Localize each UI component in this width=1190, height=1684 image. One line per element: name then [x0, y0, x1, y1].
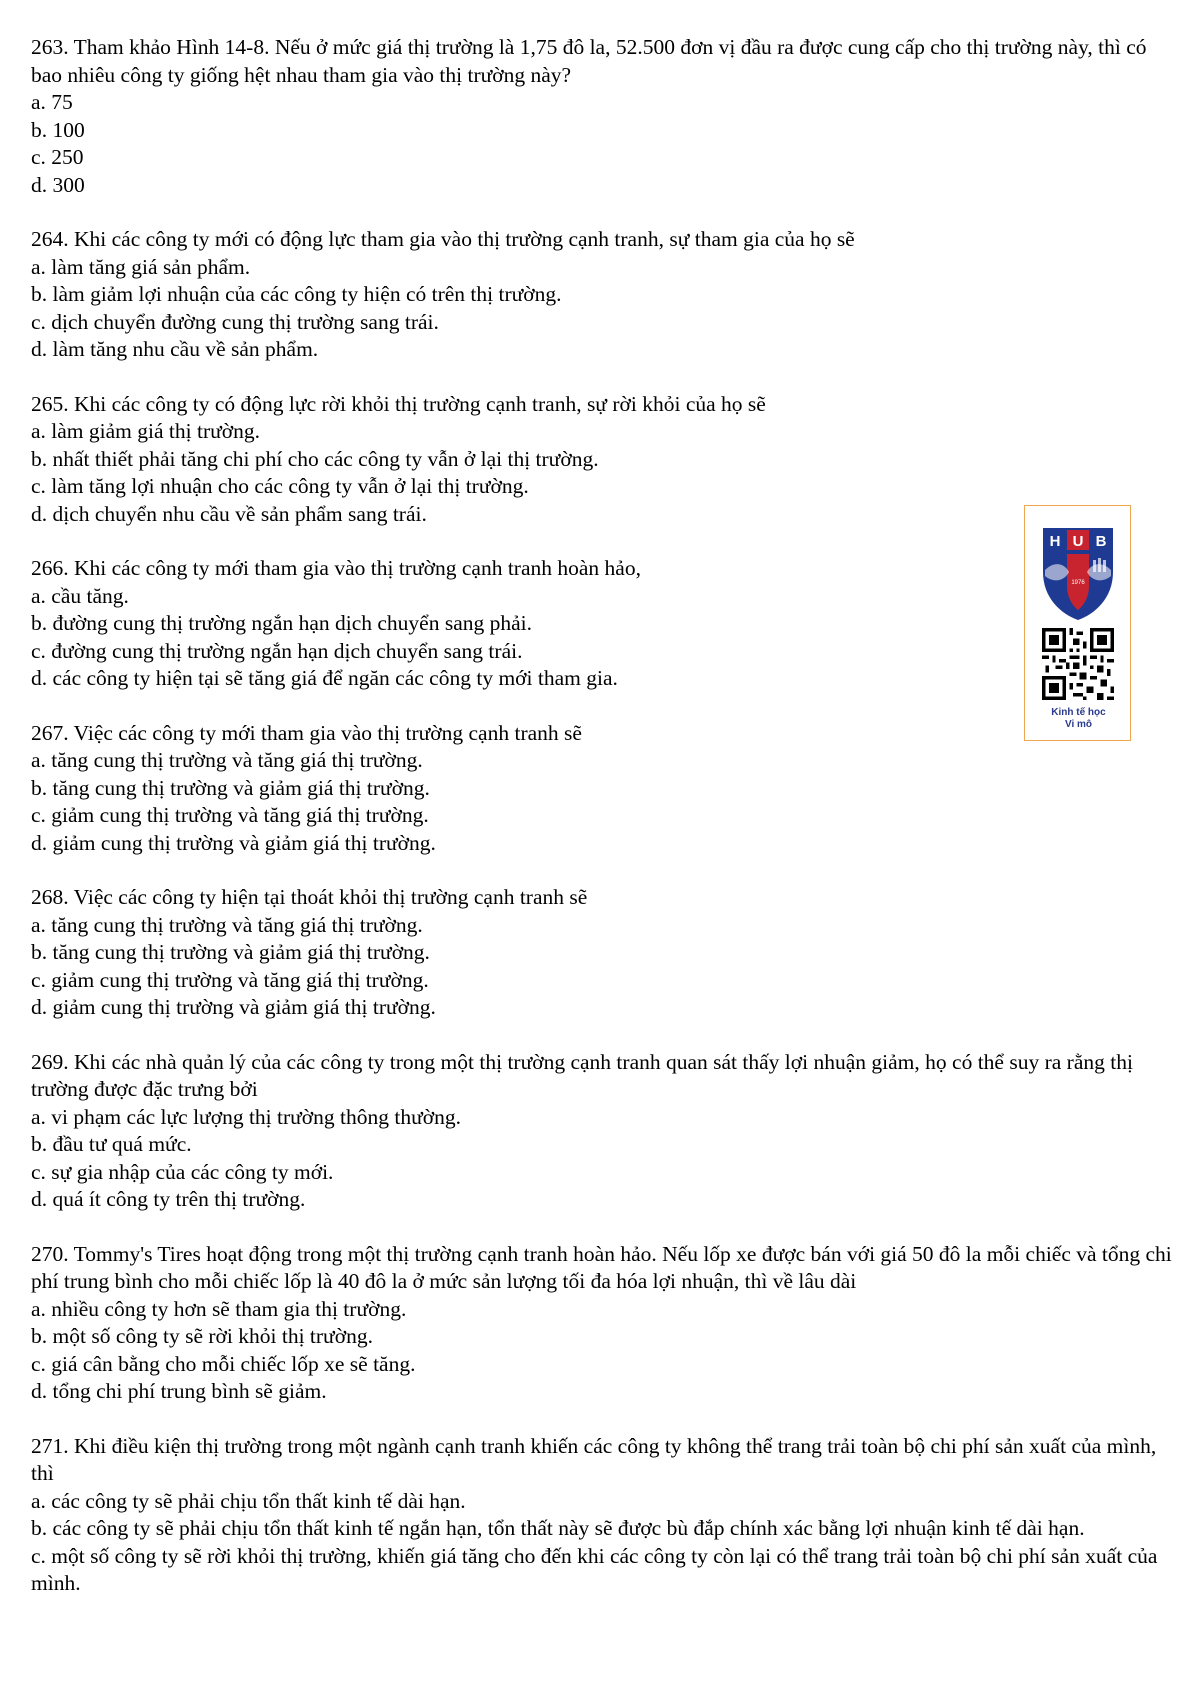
- question-268: [31, 884, 1181, 1022]
- question-264: [31, 226, 1181, 364]
- option-a: a. nhiều công ty hơn sẽ tham gia thị trường.: [31, 1296, 407, 1321]
- question-text: 267. Việc các công ty mới tham gia vào thị trường cạnh tranh sẽ: [31, 720, 582, 745]
- logo-letter-u: U: [1072, 533, 1084, 550]
- question-text: 270. Tommy's Tires hoạt động trong một thị trường cạnh tranh hoàn hảo. Nếu lốp xe được bán với giá 50 đô la mỗi chiếc và tổng chi phí trung bình cho mỗi chiếc lốp là 40 đô la ở mức sản lượng tối đa hóa lợi nhuận, thì về lâu dài: [31, 1241, 1172, 1293]
- option-a: a. cầu tăng.: [31, 583, 129, 608]
- question-269: [31, 1049, 1181, 1214]
- option-b: b. đường cung thị trường ngắn hạn dịch chuyển sang phải.: [31, 611, 533, 635]
- option-a: a. làm tăng giá sản phẩm.: [31, 254, 251, 279]
- option-d: d. giảm cung thị trường và giảm giá thị trường.: [31, 830, 436, 855]
- option-a: a. tăng cung thị trường và tăng giá thị trường.: [31, 748, 423, 772]
- option-c: c. giảm cung thị trường và tăng giá thị trường.: [31, 967, 429, 992]
- option-a: a. các công ty sẽ phải chịu tổn thất kinh tế dài hạn.: [31, 1488, 466, 1513]
- badge-label-subfield: Vi mô: [1064, 719, 1093, 730]
- option-b: b. nhất thiết phải tăng chi phí cho các công ty vẫn ở lại thị trường.: [31, 446, 599, 471]
- option-c: c. giảm cung thị trường và tăng giá thị trường.: [31, 803, 429, 827]
- question-267: [31, 720, 1181, 858]
- option-c: c. giá cân bằng cho mỗi chiếc lốp xe sẽ tăng.: [31, 1351, 416, 1376]
- question-270: [31, 1241, 1181, 1406]
- question-263: [31, 34, 1181, 199]
- option-d: d. các công ty hiện tại sẽ tăng giá để ngăn các công ty mới tham gia.: [31, 666, 618, 690]
- hub-shield-logo: [1041, 526, 1115, 622]
- document-page: [31, 34, 1181, 1625]
- option-b: b. các công ty sẽ phải chịu tổn thất kinh tế ngắn hạn, tổn thất này sẽ được bù đắp chính xác bằng lợi nhuận kinh tế dài hạn.: [31, 1516, 1085, 1540]
- question-text: 266. Khi các công ty mới tham gia vào thị trường cạnh tranh hoàn hảo,: [31, 556, 641, 580]
- option-d: d. giảm cung thị trường và giảm giá thị trường.: [31, 995, 436, 1019]
- question-271: [31, 1433, 1181, 1598]
- question-text: 268. Việc các công ty hiện tại thoát khỏi thị trường cạnh tranh sẽ: [31, 885, 588, 909]
- option-b: b. một số công ty sẽ rời khỏi thị trường.: [31, 1324, 373, 1348]
- option-d: d. dịch chuyển nhu cầu về sản phẩm sang trái.: [31, 501, 427, 526]
- qr-code-icon: [1042, 628, 1114, 700]
- option-c: c. làm tăng lợi nhuận cho các công ty vẫn ở lại thị trường.: [31, 474, 529, 498]
- logo-letter-h: H: [1049, 533, 1061, 550]
- option-d: d. 300: [31, 172, 85, 197]
- question-266: [31, 555, 1181, 693]
- badge-label-subject: Kinh tế học: [1051, 707, 1106, 718]
- question-text: 265. Khi các công ty có động lực rời khỏi thị trường cạnh tranh, sự rời khỏi của họ sẽ: [31, 391, 766, 416]
- option-b: b. 100: [31, 117, 85, 142]
- option-d: d. tổng chi phí trung bình sẽ giảm.: [31, 1379, 327, 1403]
- option-c: c. đường cung thị trường ngắn hạn dịch chuyển sang trái.: [31, 638, 523, 663]
- option-a: a. vi phạm các lực lượng thị trường thông thường.: [31, 1104, 462, 1129]
- option-c: c. một số công ty sẽ rời khỏi thị trường, khiến giá tăng cho đến khi các công ty còn lại có thể trang trải toàn bộ chi phí sản xuất của mình.: [31, 1543, 1158, 1595]
- question-text: 263. Tham khảo Hình 14-8. Nếu ở mức giá thị trường là 1,75 đô la, 52.500 đơn vị đầu ra được cung cấp cho thị trường này, thì có bao nhiêu công ty giống hệt nhau tham gia vào thị trường này?: [31, 35, 1147, 87]
- question-text: 271. Khi điều kiện thị trường trong một ngành cạnh tranh khiến các công ty không thể trang trải toàn bộ chi phí sản xuất của mình, thì: [31, 1433, 1157, 1485]
- option-d: d. quá ít công ty trên thị trường.: [31, 1187, 306, 1211]
- question-text: 269. Khi các nhà quản lý của các công ty trong một thị trường cạnh tranh quan sát thấy lợi nhuận giảm, họ có thể suy ra rằng thị trường được đặc trưng bởi: [31, 1049, 1133, 1101]
- option-d: d. làm tăng nhu cầu về sản phẩm.: [31, 337, 319, 361]
- option-c: c. sự gia nhập của các công ty mới.: [31, 1159, 334, 1184]
- logo-year: 1976: [1071, 580, 1085, 586]
- logo-letter-b: B: [1095, 533, 1107, 550]
- question-265: [31, 391, 1181, 529]
- option-c: c. 250: [31, 145, 84, 169]
- option-a: a. làm giảm giá thị trường.: [31, 419, 261, 443]
- option-c: c. dịch chuyển đường cung thị trường sang trái.: [31, 309, 439, 334]
- question-text: 264. Khi các công ty mới có động lực tham gia vào thị trường cạnh tranh, sự tham gia của họ sẽ: [31, 227, 855, 251]
- option-b: b. làm giảm lợi nhuận của các công ty hiện có trên thị trường.: [31, 282, 562, 306]
- option-b: b. tăng cung thị trường và giảm giá thị trường.: [31, 940, 430, 964]
- option-b: b. đầu tư quá mức.: [31, 1132, 192, 1156]
- option-a: a. tăng cung thị trường và tăng giá thị trường.: [31, 912, 423, 937]
- option-a: a. 75: [31, 90, 73, 114]
- hub-badge: [1024, 505, 1131, 741]
- option-b: b. tăng cung thị trường và giảm giá thị trường.: [31, 775, 430, 800]
